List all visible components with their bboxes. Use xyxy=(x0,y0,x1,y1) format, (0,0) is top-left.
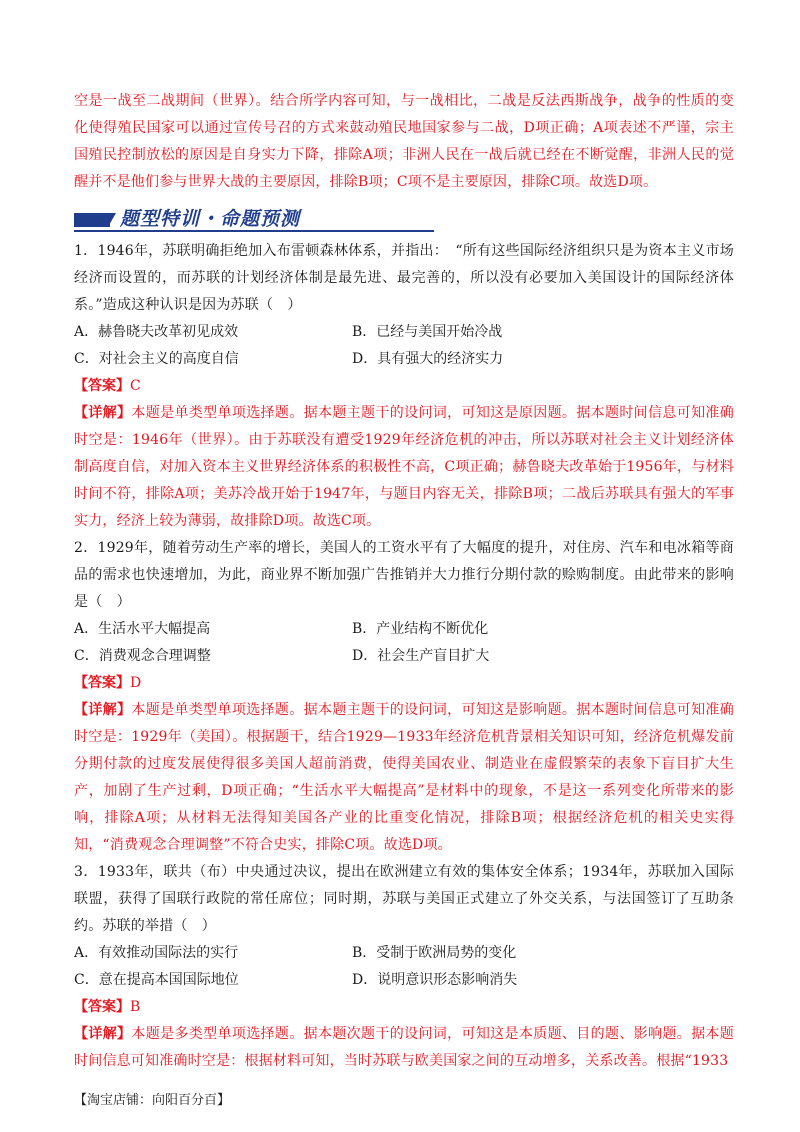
option-d: D．说明意识形态影响消失 xyxy=(352,972,518,988)
detail-text: 本题是多类型单项选择题。据本题次题干的设问词，可知这是本质题、目的题、影响题。据本题时间信息可知准确时空是：根据材料可知，当时苏联与欧美国家之间的互动增多，关系改善。根据“1933 xyxy=(74,1026,734,1069)
answer-value: D xyxy=(130,675,142,691)
answer-line xyxy=(74,994,734,1021)
option-c: C．对社会主义的高度自信 xyxy=(74,351,239,367)
option-a: A．赫鲁晓夫改革初见成效 xyxy=(74,324,239,340)
option-d: D．具有强大的经济实力 xyxy=(352,351,504,367)
options xyxy=(74,616,734,670)
section-header xyxy=(74,202,734,232)
options xyxy=(74,940,734,994)
detail-label: 【详解】 xyxy=(74,405,132,421)
answer-line xyxy=(74,373,734,400)
detail-label: 【详解】 xyxy=(74,1026,132,1042)
answer-value: C xyxy=(130,378,141,394)
document-page xyxy=(74,88,734,1075)
question-stem: 2．1929年，随着劳动生产率的增长，美国人的工资水平有了大幅度的提升，对住房、汽车和电冰箱等商品的需求也快速增加，为此，商业界不断加强广告推销并大力推行分期付款的赊购制度。由此带来的影响是（ ） xyxy=(74,540,734,610)
header-rule xyxy=(74,230,434,232)
option-b: B．产业结构不断优化 xyxy=(352,621,489,637)
question-1 xyxy=(74,238,734,535)
question-2 xyxy=(74,535,734,859)
page-footer: 【淘宝店铺：向阳百分百】 xyxy=(74,1093,231,1108)
answer-label: 【答案】 xyxy=(74,999,130,1015)
section-title: 题型特训・命题预测 xyxy=(120,208,301,230)
option-b: B．已经与美国开始冷战 xyxy=(352,324,503,340)
option-a: A．生活水平大幅提高 xyxy=(74,621,211,637)
option-a: A．有效推动国际法的实行 xyxy=(74,945,239,961)
answer-label: 【答案】 xyxy=(74,378,130,394)
header-slant-icon xyxy=(108,213,116,227)
detail-line xyxy=(74,1021,734,1075)
answer-line xyxy=(74,670,734,697)
question-stem: 3．1933年，联共（布）中央通过决议，提出在欧洲建立有效的集体安全体系；1934年，苏联加入国际联盟，获得了国联行政院的常任席位；同时期，苏联与美国正式建立了外交关系，与法国签订了互助条约。苏联的举措（ ） xyxy=(74,864,734,934)
previous-explanation: 空是一战至二战期间（世界）。结合所学内容可知，与一战相比，二战是反法西斯战争，战争的性质的变化使得殖民国家可以通过宣传号召的方式来鼓动殖民地国家参与二战，D项正确；A项表述不严谨，宗主国殖民控制放松的原因是自身实力下降，排除A项；非洲人民在一战后就已经在不断觉醒，非洲人民的觉醒并不是他们参与世界大战的主要原因，排除B项；C项不是主要原因，排除C项。故选D项。 xyxy=(74,93,734,190)
header-bar-icon xyxy=(74,213,110,227)
answer-value: B xyxy=(130,999,141,1015)
detail-text: 本题是单类型单项选择题。据本题主题干的设问词，可知这是影响题。据本题时间信息可知准确时空是：1929年（美国）。根据题干，结合1929—1933年经济危机背景相关知识可知，经济危机爆发前分期付款的过度发展使得很多美国人超前消费，使得美国农业、制造业在虚假繁荣的表象下盲目扩大生产，加剧了生产过剩，D项正确；“生活水平大幅提高”是材料中的现象，不是这一系列变化所带来的影响，排除A项；从材料无法得知美国各产业的比重变化情况，排除B项；根据经济危机的相关史实得知，“消费观念合理调整”不符合史实，排除C项。故选D项。 xyxy=(74,702,734,853)
options xyxy=(74,319,734,373)
option-b: B．受制于欧洲局势的变化 xyxy=(352,945,517,961)
question-stem: 1．1946年，苏联明确拒绝加入布雷顿森林体系，并指出： “所有这些国际经济组织只是为资本主义市场经济而设置的，而苏联的计划经济体制是最先进、最完善的，所以没有必要加入美国设计的国际经济体系。”造成这种认识是因为苏联（ ） xyxy=(74,243,734,313)
detail-text: 本题是单类型单项选择题。据本题主题干的设问词，可知这是原因题。据本题时间信息可知准确时空是：1946年（世界）。由于苏联没有遭受1929年经济危机的冲击，所以苏联对社会主义计划经济体制高度自信，对加入资本主义世界经济体系的积极性不高，C项正确；赫鲁晓夫改革始于1956年，与材料时间不符，排除A项；美苏冷战开始于1947年，与题目内容无关，排除B项；二战后苏联具有强大的军事实力，经济上较为薄弱，故排除D项。故选C项。 xyxy=(74,405,734,529)
question-3 xyxy=(74,859,734,1075)
option-c: C．意在提高本国国际地位 xyxy=(74,972,239,988)
detail-label: 【详解】 xyxy=(74,702,132,718)
option-c: C．消费观念合理调整 xyxy=(74,648,211,664)
answer-label: 【答案】 xyxy=(74,675,130,691)
detail-line xyxy=(74,697,734,859)
option-d: D．社会生产盲目扩大 xyxy=(352,648,490,664)
detail-line xyxy=(74,400,734,535)
